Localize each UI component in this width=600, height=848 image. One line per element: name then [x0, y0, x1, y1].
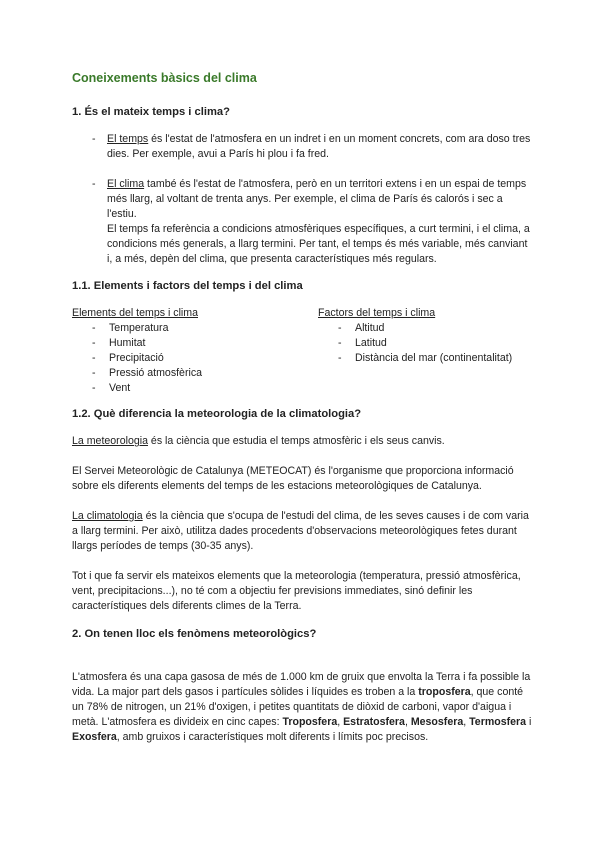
- climatologia-definition: és la ciència que s'ocupa de l'estudi del clima, de les seves causes i de com varia a llarg termini. Per això, utilitza dades procedents d'observacions meteorològiques fetes durant llargs períodes de temps (30-35 anys).: [72, 510, 529, 552]
- section-1-heading: 1. És el mateix temps i clima?: [72, 106, 230, 118]
- definition-el-temps: és l'estat de l'atmosfera en un indret i en un moment concrets, com ara doso tres dies. Per exemple, avui a París hi plou i fa fred.: [107, 133, 531, 160]
- term-el-temps: El temps: [107, 133, 149, 145]
- list-item: - Distància del mar (continentalitat): [318, 351, 532, 366]
- layer-troposfera: Troposfera: [282, 716, 338, 728]
- meteorologia-definition: és la ciència que estudia el temps atmosfèric i els seus canvis.: [147, 435, 445, 447]
- elements-list: [72, 321, 318, 396]
- list-item: - Precipitació: [72, 351, 318, 366]
- factors-list: [318, 321, 532, 366]
- layer-termosfera: Termosfera: [469, 716, 527, 728]
- section-2-heading: 2. On tenen lloc els fenòmens meteorològics?: [72, 628, 317, 640]
- list-item: - Latitud: [318, 336, 532, 351]
- meteorologia-paragraph: [72, 434, 532, 449]
- temps-clima-comparison: El temps fa referència a condicions atmosfèriques específiques, a curt termini, i el clima, a condicions més generals, a llarg termini. Per tant, el temps és més variable, més canviant i, a més, depèn del clima, que presenta característiques més regulars.: [107, 223, 530, 265]
- layer-exosfera: Exosfera: [72, 731, 117, 743]
- list-item: - Vent: [72, 381, 318, 396]
- layer-mesosfera: Mesosfera: [410, 716, 464, 728]
- separator: ,: [404, 716, 411, 728]
- list-item: - Humitat: [72, 336, 318, 351]
- climatologia-objective-paragraph: Tot i que fa servir els mateixos elements que la meteorologia (temperatura, pressió atmosfèrica, vent, precipitacions...), no té com a objectiu fer previsions immediates, sinó definir les característiques dels diferents climes de la Terra.: [72, 570, 521, 612]
- atmosfera-text: , que conté un 78% de nitrogen, un 21% d'oxigen, i petites quantitats de diòxid de carboni, vapor d'aigua i metà. L'atmosfera es divideix en cinc capes:: [72, 686, 524, 728]
- list-item: - Altitud: [318, 321, 532, 336]
- elements-factors-columns: [72, 306, 532, 396]
- document-page: [72, 70, 532, 745]
- factors-column: [318, 306, 532, 396]
- climatologia-paragraph: [72, 509, 532, 554]
- elements-column: [72, 306, 318, 396]
- section-1-list: [72, 132, 532, 267]
- atmosfera-text: L'atmosfera és una capa gasosa de més de 1.000 km de gruix que envolta la Terra i fa possible la vida. La major part dels gasos i partícules sòlides i líquides es troben a la: [72, 671, 531, 698]
- atmosfera-paragraph: [72, 670, 532, 745]
- term-el-clima: El clima: [107, 178, 145, 190]
- document-title: Coneixements bàsics del clima: [72, 71, 257, 85]
- list-item-clima: [72, 177, 532, 267]
- list-item: - Pressió atmosfèrica: [72, 366, 318, 381]
- section-1-1-heading: 1.1. Elements i factors del temps i del clima: [72, 280, 303, 292]
- atmosfera-text: , amb gruixos i característiques molt diferents i límits poc precisos.: [116, 731, 429, 743]
- elements-heading: Elements del temps i clima: [72, 307, 198, 319]
- term-meteorologia: La meteorologia: [72, 435, 148, 447]
- layer-estratosfera: Estratosfera: [343, 716, 405, 728]
- term-troposfera: troposfera: [418, 686, 471, 698]
- term-climatologia: La climatologia: [72, 510, 143, 522]
- factors-heading: Factors del temps i clima: [318, 307, 436, 319]
- list-item: - Temperatura: [72, 321, 318, 336]
- list-item-temps: [72, 132, 532, 162]
- definition-el-clima: també és l'estat de l'atmosfera, però en un territori extens i en un espai de temps més llarg, al voltant de trenta anys. Per exemple, el clima de París és calorós i sec a l'estiu.: [107, 178, 527, 220]
- section-1-2-heading: 1.2. Què diferencia la meteorologia de la climatologia?: [72, 408, 362, 420]
- separator: ,: [337, 716, 344, 728]
- meteocat-paragraph: El Servei Meteorològic de Catalunya (METEOCAT) és l'organisme que proporciona informació sobre els diferents elements del temps de les estacions meteorològiques de Catalunya.: [72, 465, 514, 492]
- separator: ,: [463, 716, 470, 728]
- separator: i: [526, 716, 532, 728]
